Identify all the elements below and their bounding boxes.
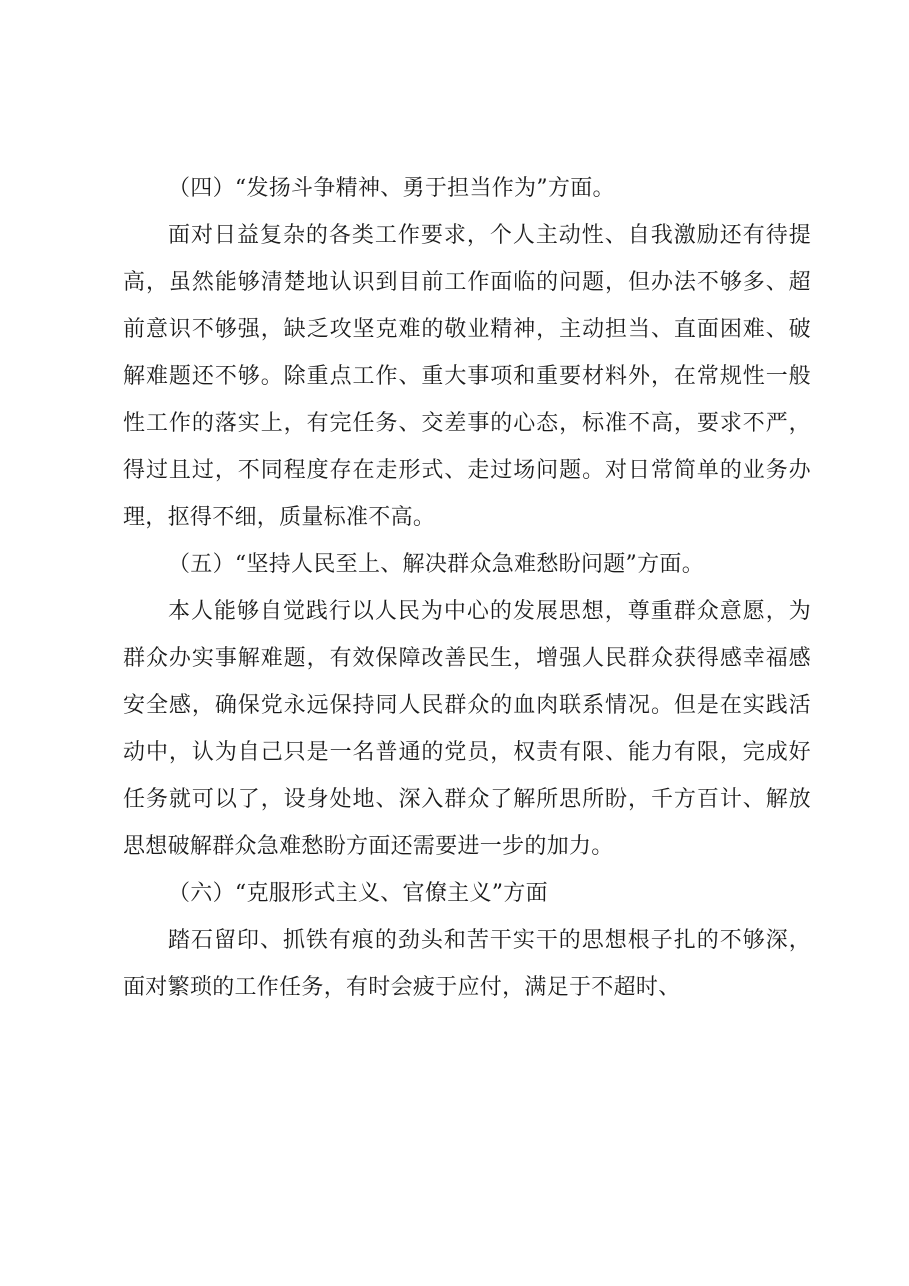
section-paragraph-4: 面对日益复杂的各类工作要求，个人主动性、自我激励还有待提高，虽然能够清楚地认识到目前工作面临的问题，但办法不够多、超前意识不够强，缺乏攻坚克难的敬业精神，主动担当、直面困难、破解难题还不够。除重点工作、重大事项和重要材料外，在常规性一般性工作的落实上，有完任务、交差事的心态，标准不高，要求不严，得过且过，不同程度存在走形式、走过场问题。对日常简单的业务办理，抠得不细，质量标准不高。 bbox=[123, 223, 811, 530]
section-heading-5: （五）“坚持人民至上、解决群众急难愁盼问题”方面。 bbox=[168, 552, 704, 577]
section-heading-6: （六）“克服形式主义、官僚主义”方面 bbox=[168, 881, 548, 906]
section-paragraph-5: 本人能够自觉践行以人民为中心的发展思想，尊重群众意愿，为群众办实事解难题，有效保障改善民生，增强人民群众获得感幸福感安全感，确保党永远保持同人民群众的血肉联系情况。但是在实践活动中，认为自己只是一名普通的党员，权责有限、能力有限，完成好任务就可以了，设身处地、深入群众了解所思所盼，千方百计、解放思想破解群众急难愁盼方面还需要进一步的加力。 bbox=[123, 599, 811, 859]
section-paragraph-6: 踏石留印、抓铁有痕的劲头和苦干实干的思想根子扎的不够深，面对繁琐的工作任务，有时会疲于应付，满足于不超时、 bbox=[123, 928, 811, 1000]
section-heading-4: （四）“发扬斗争精神、勇于担当作为”方面。 bbox=[168, 176, 615, 201]
document-body bbox=[123, 165, 811, 1011]
